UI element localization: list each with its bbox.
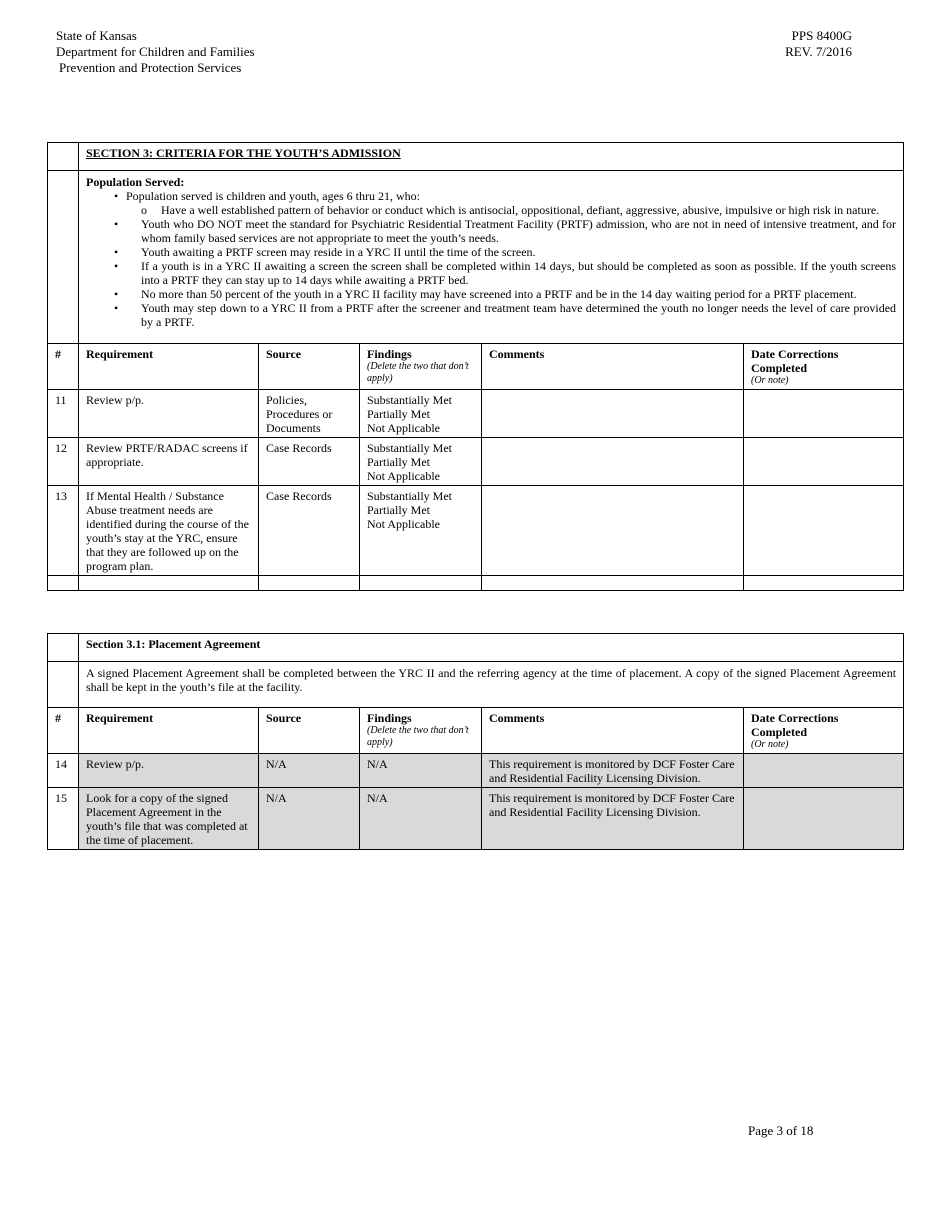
- table-row: [48, 486, 904, 576]
- circle-bullet-icon: o: [141, 203, 147, 217]
- placement-spacer: [48, 662, 79, 708]
- col-comments-header: Comments: [482, 344, 744, 390]
- row-comments: This requirement is monitored by DCF Foster Care and Residential Facility Licensing Division.: [482, 788, 744, 850]
- population-bullet: • Youth who DO NOT meet the standard for Psychiatric Residential Treatment Facility (PRTF) admission, who are not in need of intensive treatment, and for whom family based services are not appropriate to meet the youth’s needs.: [114, 217, 897, 245]
- row-source: Policies, Procedures or Documents: [259, 390, 360, 438]
- row-date[interactable]: [744, 438, 904, 486]
- section-3-title: SECTION 3: CRITERIA FOR THE YOUTH’S ADMISSION: [79, 143, 904, 171]
- row-date[interactable]: [744, 390, 904, 438]
- column-header-row: [48, 708, 904, 754]
- bullet-icon: •: [114, 189, 119, 203]
- row-date: [744, 788, 904, 850]
- row-requirement: Review PRTF/RADAC screens if appropriate.: [79, 438, 259, 486]
- row-date[interactable]: [744, 486, 904, 576]
- table-row: [48, 788, 904, 850]
- row-comments: This requirement is monitored by DCF Foster Care and Residential Facility Licensing Division.: [482, 754, 744, 788]
- population-bullet: • Youth may step down to a YRC II from a PRTF after the screener and treatment team have determined the youth no longer needs the level of care provided by a PRTF.: [114, 301, 897, 329]
- row-requirement: Review p/p.: [79, 754, 259, 788]
- col-comments-header: Comments: [482, 708, 744, 754]
- table-row: [48, 438, 904, 486]
- population-heading: Population Served:: [86, 175, 185, 189]
- bullet-icon: •: [114, 287, 119, 301]
- header-right: [785, 28, 852, 60]
- row-comments[interactable]: [482, 390, 744, 438]
- bullet-icon: •: [114, 301, 119, 315]
- bullet-icon: •: [114, 217, 119, 231]
- table-row: [48, 754, 904, 788]
- section-3-table: [47, 142, 904, 591]
- col-requirement-header: Requirement: [79, 708, 259, 754]
- section-3-1-title-spacer: [48, 634, 79, 662]
- row-num: 15: [48, 788, 79, 850]
- row-findings: N/A: [360, 788, 482, 850]
- row-findings[interactable]: Substantially Met Partially Met Not Applicable: [360, 486, 482, 576]
- row-findings: N/A: [360, 754, 482, 788]
- row-num: 13: [48, 486, 79, 576]
- col-findings-header: Findings (Delete the two that don’t apply): [360, 344, 482, 390]
- col-date-header: Date Corrections Completed (Or note): [744, 344, 904, 390]
- header-division: Prevention and Protection Services: [59, 60, 242, 75]
- population-bullet: • Population served is children and youth, ages 6 thru 21, who: o Have a well established pattern of behavior or conduct which is antisocial, oppositional, defiant, aggressive, abusive, impulsive or high risk in nature.: [86, 189, 896, 217]
- row-comments[interactable]: [482, 486, 744, 576]
- col-source-header: Source: [259, 344, 360, 390]
- col-num-header: #: [48, 344, 79, 390]
- row-findings[interactable]: Substantially Met Partially Met Not Applicable: [360, 438, 482, 486]
- population-list: [86, 189, 896, 329]
- section-3-title-spacer: [48, 143, 79, 171]
- row-findings[interactable]: Substantially Met Partially Met Not Applicable: [360, 390, 482, 438]
- empty-row: [48, 576, 904, 591]
- form-number: PPS 8400G: [791, 28, 852, 43]
- population-bullet: • Youth awaiting a PRTF screen may reside in a YRC II until the time of the screen.: [114, 245, 536, 259]
- row-requirement: Look for a copy of the signed Placement Agreement in the youth’s file that was completed at the time of placement.: [79, 788, 259, 850]
- row-requirement: Review p/p.: [79, 390, 259, 438]
- row-source: Case Records: [259, 486, 360, 576]
- population-sub-list: [86, 203, 896, 217]
- column-header-row: [48, 344, 904, 390]
- header-state: State of Kansas: [56, 28, 137, 43]
- form-revision: REV. 7/2016: [785, 44, 852, 59]
- col-num-header: #: [48, 708, 79, 754]
- header-left: [56, 28, 255, 76]
- row-source: N/A: [259, 788, 360, 850]
- col-findings-header: Findings (Delete the two that don’t apply): [360, 708, 482, 754]
- placement-description: A signed Placement Agreement shall be completed between the YRC II and the referring agency at the time of placement. A copy of the signed Placement Agreement shall be kept in the youth’s file at the facility.: [79, 662, 904, 708]
- row-num: 14: [48, 754, 79, 788]
- bullet-icon: •: [114, 245, 119, 259]
- col-requirement-header: Requirement: [79, 344, 259, 390]
- bullet-icon: •: [114, 259, 119, 273]
- section-3-1-title: Section 3.1: Placement Agreement: [79, 634, 904, 662]
- population-served-cell: [79, 171, 904, 344]
- col-date-header: Date Corrections Completed (Or note): [744, 708, 904, 754]
- row-num: 11: [48, 390, 79, 438]
- population-sub-bullet: o Have a well established pattern of behavior or conduct which is antisocial, oppositional, defiant, aggressive, abusive, impulsive or high risk in nature.: [141, 203, 880, 217]
- table-row: [48, 390, 904, 438]
- row-num: 12: [48, 438, 79, 486]
- row-date: [744, 754, 904, 788]
- row-source: Case Records: [259, 438, 360, 486]
- row-source: N/A: [259, 754, 360, 788]
- row-requirement: If Mental Health / Substance Abuse treatment needs are identified during the course of the youth’s stay at the YRC, ensure that they are followed up on the program plan.: [79, 486, 259, 576]
- population-bullet: • If a youth is in a YRC II awaiting a screen the screen shall be completed within 14 days, but should be completed as soon as possible. If the youth screens into a PRTF they can stay up to 14 days while awaiting a PRTF bed.: [114, 259, 897, 287]
- header-department: Department for Children and Families: [56, 44, 255, 59]
- col-source-header: Source: [259, 708, 360, 754]
- section-3-1-table: [47, 633, 904, 850]
- page-number: Page 3 of 18: [748, 1123, 814, 1138]
- population-spacer: [48, 171, 79, 344]
- row-comments[interactable]: [482, 438, 744, 486]
- population-bullet: • No more than 50 percent of the youth in a YRC II facility may have screened into a PRTF and be in the 14 day waiting period for a PRTF placement.: [114, 287, 857, 301]
